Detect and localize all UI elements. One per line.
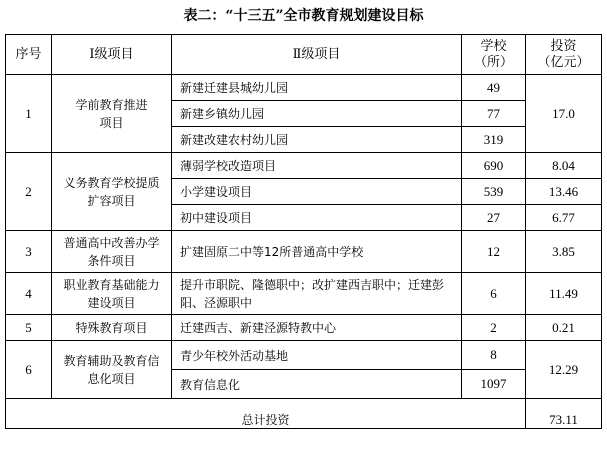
planning-table: [5, 34, 602, 429]
table-row: [6, 153, 602, 179]
item-name: 青少年校外活动基地: [172, 341, 462, 370]
item-investment: 0.21: [526, 315, 602, 341]
total-row: [6, 399, 602, 429]
header-schools-line1: 学校: [480, 38, 507, 54]
item-schools: 2: [462, 315, 526, 341]
table-row: [6, 315, 602, 341]
group-seq: 4: [6, 273, 52, 315]
group-name: 义务教育学校提质扩容项目: [52, 153, 172, 231]
item-name: 提升市职院、隆德职中；改扩建西吉职中；迁建彭阳、泾源职中: [172, 273, 462, 315]
item-schools: 690: [462, 153, 526, 179]
header-row: [6, 35, 602, 75]
table-row: [6, 231, 602, 273]
item-schools: 319: [462, 127, 526, 153]
group-seq: 3: [6, 231, 52, 273]
item-name: 初中建设项目: [172, 205, 462, 231]
item-schools: 8: [462, 341, 526, 370]
item-name: 新建乡镇幼儿园: [172, 101, 462, 127]
group-name: 学前教育推进项目: [52, 75, 172, 153]
group-investment: 12.29: [526, 341, 602, 399]
table-title: 表二：“十三五”全市教育规划建设目标: [183, 8, 424, 24]
group-name: 教育辅助及教育信息化项目: [52, 341, 172, 399]
item-investment: 6.77: [526, 205, 602, 231]
header-investment: [526, 35, 602, 75]
group-seq: 5: [6, 315, 52, 341]
group-investment: 17.0: [526, 75, 602, 153]
item-name: 教育信息化: [172, 370, 462, 399]
table-row: [6, 273, 602, 315]
header-level1: Ⅰ级项目: [52, 35, 172, 75]
total-label: 总计投资: [6, 399, 526, 429]
item-schools: 6: [462, 273, 526, 315]
item-name: 薄弱学校改造项目: [172, 153, 462, 179]
table-row: [6, 75, 602, 101]
header-seq: 序号: [6, 35, 52, 75]
group-seq: 1: [6, 75, 52, 153]
item-schools: 77: [462, 101, 526, 127]
item-investment: 3.85: [526, 231, 602, 273]
item-name: 新建改建农村幼儿园: [172, 127, 462, 153]
group-name: 普通高中改善办学条件项目: [52, 231, 172, 273]
item-investment: 11.49: [526, 273, 602, 315]
header-investment-line2: （亿元）: [537, 54, 590, 70]
item-schools: 1097: [462, 370, 526, 399]
header-level2: Ⅱ级项目: [172, 35, 462, 75]
group-seq: 6: [6, 341, 52, 399]
item-schools: 12: [462, 231, 526, 273]
item-schools: 49: [462, 75, 526, 101]
item-name: 小学建设项目: [172, 179, 462, 205]
table-row: [6, 341, 602, 370]
header-schools-line2: （所）: [473, 54, 513, 70]
header-investment-line1: 投资: [550, 38, 577, 54]
group-name: 特殊教育项目: [52, 315, 172, 341]
item-name: 迁建西吉、新建泾源特教中心: [172, 315, 462, 341]
item-name: 新建迁建县城幼儿园: [172, 75, 462, 101]
total-investment: 73.11: [526, 399, 602, 429]
item-schools: 539: [462, 179, 526, 205]
group-name: 职业教育基础能力建设项目: [52, 273, 172, 315]
group-seq: 2: [6, 153, 52, 231]
item-name: 扩建固原二中等12所普通高中学校: [172, 231, 462, 273]
item-investment: 8.04: [526, 153, 602, 179]
item-schools: 27: [462, 205, 526, 231]
header-schools: [462, 35, 526, 75]
item-investment: 13.46: [526, 179, 602, 205]
